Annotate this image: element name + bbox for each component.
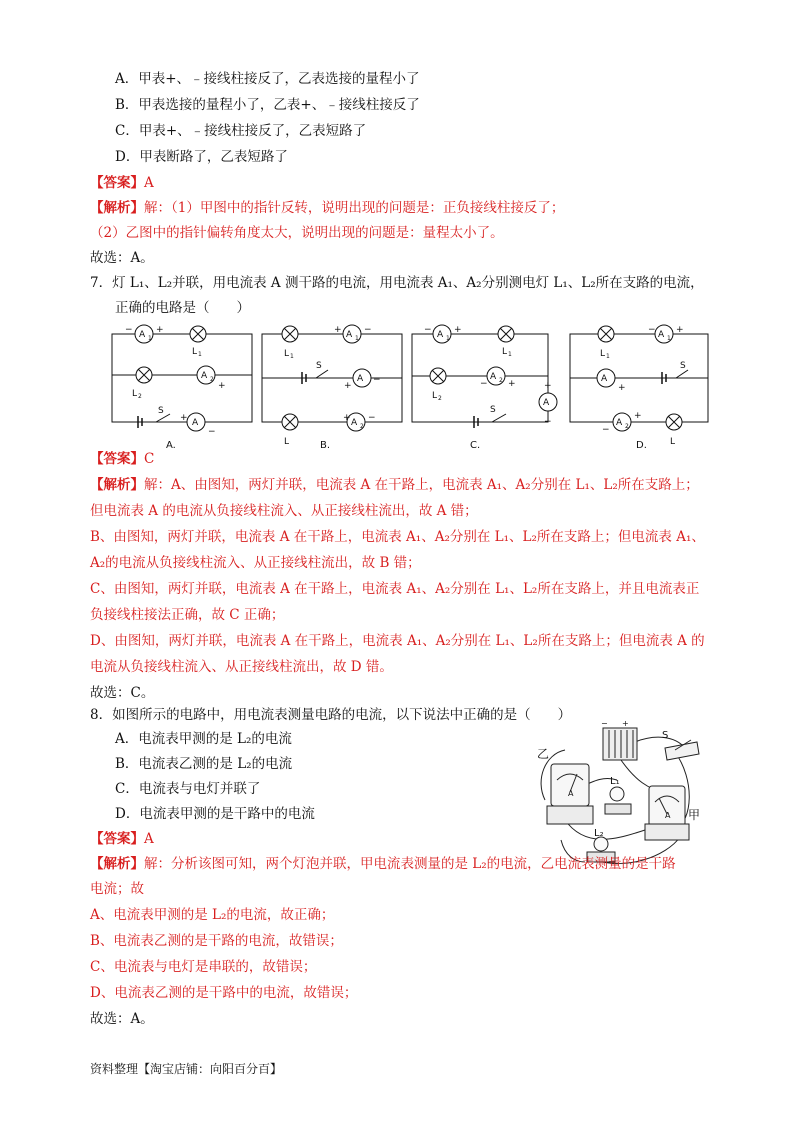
- svg-text:2: 2: [499, 377, 503, 384]
- q7-circuit-b: [258, 322, 408, 447]
- svg-text:A: A: [139, 330, 146, 340]
- svg-text:A: A: [568, 789, 574, 798]
- q8-option-d: D．电流表甲测的是干路中的电流: [115, 806, 315, 822]
- q8-analysis-4: B、电流表乙测的是干路的电流，故错误；: [90, 933, 343, 949]
- svg-text:A: A: [601, 374, 608, 384]
- q7-analysis-8: 电流从负接线柱流入、从正接线柱流出，故 D 错。: [90, 659, 393, 675]
- q7-label-b: B.: [320, 440, 331, 451]
- svg-text:−: −: [648, 325, 656, 335]
- analysis-text: 解：分析该图可知，两个灯泡并联，甲电流表测量的是 L₂的电流，乙电流表测量的是干路: [144, 856, 676, 872]
- svg-text:L: L: [600, 349, 606, 359]
- svg-text:A: A: [201, 371, 208, 381]
- svg-text:+: +: [634, 411, 642, 421]
- q7-analysis-2: 但电流表 A 的电流从负接线柱流入、从正接线柱流出，故 A 错；: [90, 503, 478, 519]
- svg-text:−: −: [368, 413, 376, 423]
- svg-text:2: 2: [360, 423, 364, 430]
- q6-conclusion: 故选：A。: [90, 250, 154, 266]
- svg-text:+: +: [454, 325, 462, 335]
- svg-text:−: −: [544, 417, 552, 427]
- svg-text:L: L: [284, 437, 290, 447]
- svg-text:S: S: [316, 361, 322, 371]
- svg-text:−: −: [364, 325, 372, 335]
- svg-text:1: 1: [508, 351, 512, 358]
- svg-text:−: −: [373, 375, 381, 385]
- svg-text:−: −: [602, 425, 610, 435]
- q6-option-b: B．甲表选接的量程小了，乙表+、﹣接线柱接反了: [115, 97, 420, 113]
- svg-text:L: L: [502, 347, 508, 357]
- answer-value: A: [144, 831, 154, 847]
- q8-analysis-2: 电流；故: [90, 881, 144, 897]
- svg-text:−: −: [189, 371, 197, 381]
- svg-text:+: +: [156, 325, 164, 335]
- svg-text:+: +: [344, 381, 352, 391]
- svg-text:1: 1: [198, 351, 202, 358]
- q7-label-a: A.: [166, 440, 176, 451]
- q7-conclusion: 故选：C。: [90, 685, 155, 701]
- svg-text:A: A: [192, 418, 199, 428]
- svg-text:L: L: [132, 389, 138, 399]
- svg-text:A: A: [437, 330, 444, 340]
- q8-conclusion: 故选：A。: [90, 1011, 154, 1027]
- q6-analysis-1: [90, 199, 564, 217]
- svg-text:+: +: [343, 413, 351, 423]
- svg-text:1: 1: [148, 335, 152, 342]
- svg-text:A: A: [351, 418, 358, 428]
- q7-analysis-5: C、由图知，两灯并联，电流表 A 在干路上，电流表 A₁、A₂分别在 L₁、L₂所在支路上，并且电流表正: [90, 581, 700, 597]
- svg-text:−: −: [601, 719, 608, 728]
- svg-text:S: S: [680, 361, 686, 371]
- svg-text:L: L: [432, 391, 438, 401]
- q7-analysis-7: D、由图知，两灯并联，电流表 A 在干路上，电流表 A₁、A₂分别在 L₁、L₂所在支路上；但电流表 A 的: [90, 633, 705, 649]
- svg-text:A: A: [658, 330, 665, 340]
- svg-text:A: A: [346, 330, 353, 340]
- q7-stem-1: 7．灯 L₁、L₂并联，用电流表 A 测干路的电流，用电流表 A₁、A₂分别测电灯 L₁、L₂所在支路的电流，: [90, 275, 704, 291]
- q7-analysis-4: A₂的电流从负接线柱流入、从正接线柱流出，故 B 错；: [90, 555, 421, 571]
- q8-label-jia: 甲: [688, 808, 701, 822]
- svg-text:+: +: [618, 383, 626, 393]
- svg-text:−: −: [208, 427, 216, 437]
- svg-text:1: 1: [446, 335, 450, 342]
- svg-text:−: −: [125, 325, 133, 335]
- answer-value: A: [144, 175, 154, 191]
- svg-text:+: +: [508, 379, 516, 389]
- svg-text:2: 2: [438, 395, 442, 402]
- svg-text:2: 2: [210, 376, 214, 383]
- svg-text:+: +: [334, 325, 342, 335]
- q8-stem: 8．如图所示的电路中，用电流表测量电路的电流，以下说法中正确的是（ ）: [90, 707, 572, 723]
- svg-text:A: A: [357, 374, 364, 384]
- q8-analysis-6: D、电流表乙测的是干路中的电流，故错误；: [90, 985, 358, 1001]
- svg-text:L: L: [192, 347, 198, 357]
- answer-tag: 【答案】: [90, 175, 144, 191]
- svg-text:2: 2: [138, 393, 142, 400]
- q6-option-a: A．甲表+、﹣接线柱接反了，乙表选接的量程小了: [115, 71, 420, 87]
- q7-circuit-d: [566, 322, 716, 447]
- q8-label-yi: 乙: [537, 747, 550, 761]
- svg-text:S: S: [490, 405, 496, 415]
- svg-text:L: L: [284, 349, 290, 359]
- svg-text:1: 1: [667, 335, 671, 342]
- svg-text:A: A: [543, 398, 550, 408]
- svg-text:−: −: [480, 379, 488, 389]
- q8-option-a: A．电流表甲测的是 L₂的电流: [115, 731, 292, 747]
- page-footer: 资料整理【淘宝店铺：向阳百分百】: [90, 1062, 283, 1076]
- q8-option-c: C．电流表与电灯并联了: [115, 781, 261, 797]
- q7-analysis-1: [90, 476, 699, 494]
- svg-text:1: 1: [606, 353, 610, 360]
- q6-option-d: D．甲表断路了，乙表短路了: [115, 149, 288, 165]
- answer-tag: 【答案】: [90, 831, 144, 847]
- svg-text:1: 1: [290, 353, 294, 360]
- svg-text:A: A: [616, 418, 623, 428]
- q8-option-b: B．电流表乙测的是 L₂的电流: [115, 756, 293, 772]
- svg-text:+: +: [676, 325, 684, 335]
- q8-label-l1: L₁: [610, 776, 620, 787]
- q8-label-s: S: [662, 730, 669, 741]
- q6-answer: [90, 174, 154, 192]
- q8-analysis-5: C、电流表与电灯是串联的，故错误；: [90, 959, 317, 975]
- svg-text:L: L: [670, 437, 676, 447]
- q7-analysis-6: 负接线柱接法正确，故 C 正确；: [90, 607, 285, 623]
- q7-analysis-3: B、由图知，两灯并联，电流表 A 在干路上，电流表 A₁、A₂分别在 L₁、L₂所在支路上；但电流表 A₁、: [90, 529, 705, 545]
- svg-text:−: −: [424, 325, 432, 335]
- svg-text:S: S: [158, 406, 164, 416]
- q7-label-c: C.: [470, 440, 481, 451]
- analysis-text: 解：A、由图知，两灯并联，电流表 A 在干路上，电流表 A₁、A₂分别在 L₁、L₂所在支路上；: [144, 477, 699, 493]
- answer-value: C: [144, 451, 155, 467]
- svg-text:+: +: [218, 381, 226, 391]
- svg-text:+: +: [180, 413, 188, 423]
- q8-answer: [90, 830, 154, 848]
- q8-label-l2: L₂: [594, 828, 604, 839]
- q7-answer: [90, 450, 154, 468]
- q8-analysis-3: A、电流表甲测的是 L₂的电流，故正确；: [90, 907, 335, 923]
- q7-label-d: D.: [636, 440, 647, 451]
- analysis-tag: 【解析】: [90, 477, 144, 493]
- analysis-tag: 【解析】: [90, 856, 144, 872]
- q7-circuit-c: [408, 322, 560, 432]
- q7-stem-2: 正确的电路是（ ）: [115, 300, 250, 316]
- q6-analysis-2: （2）乙图中的指针偏转角度太大，说明出现的问题是：量程太小了。: [90, 225, 504, 241]
- svg-text:1: 1: [355, 335, 359, 342]
- svg-text:2: 2: [625, 423, 629, 430]
- analysis-text: 解：（1）甲图中的指针反转，说明出现的问题是：正负接线柱接反了；: [144, 200, 565, 216]
- svg-text:A: A: [665, 811, 671, 820]
- analysis-tag: 【解析】: [90, 200, 144, 216]
- q8-analysis-1: [90, 855, 676, 873]
- svg-text:+: +: [544, 381, 552, 391]
- svg-text:+: +: [622, 719, 629, 728]
- q6-option-c: C．甲表+、﹣接线柱接反了，乙表短路了: [115, 123, 367, 139]
- svg-text:A: A: [490, 372, 497, 382]
- q7-circuit-a: [108, 322, 256, 437]
- answer-tag: 【答案】: [90, 451, 144, 467]
- q8-apparatus-figure: [525, 720, 705, 870]
